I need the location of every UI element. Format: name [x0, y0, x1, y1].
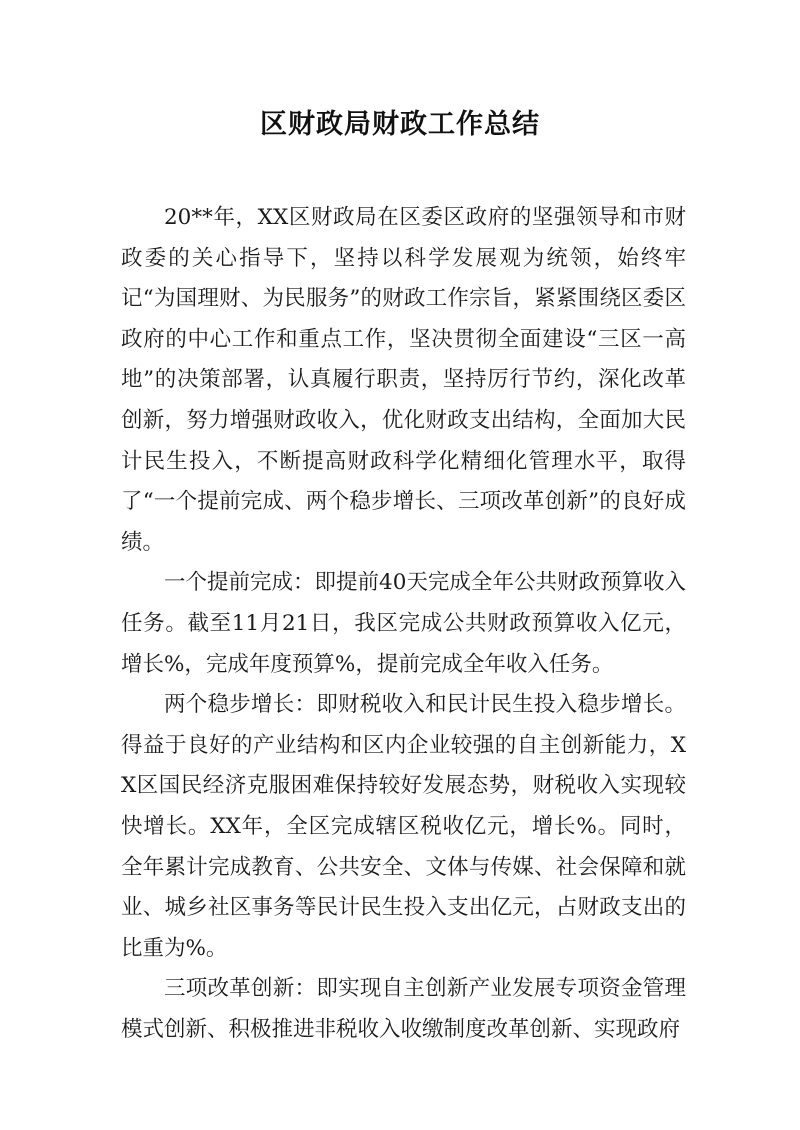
- paragraph-intro: 20**年，XX区财政局在区委区政府的坚强领导和市财政委的关心指导下，坚持以科学发展观为统领，始终牢记“为国理财、为民服务”的财政工作宗旨，紧紧围绕区委区政府的中心工作和重点工作，坚决贯彻全面建设“三区一高地”的决策部署，认真履行职责，坚持厉行节约，深化改革创新，努力增强财政收入，优化财政支出结构，全面加大民计民生投入，不断提高财政科学化精细化管理水平，取得了“一个提前完成、两个稳步增长、三项改革创新”的良好成绩。: [121, 205, 686, 555]
- paragraph-steady-growth: 两个稳步增长：即财税收入和民计民生投入稳步增长。得益于良好的产业结构和区内企业较强的自主创新能力，XX区国民经济克服困难保持较好发展态势，财税收入实现较快增长。XX年，全区完成辖区税收亿元，增长%。同时，全年累计完成教育、公共安全、文体与传媒、社会保障和就业、城乡社区事务等民计民生投入支出亿元，占财政支出的比重为%。: [121, 692, 686, 961]
- paragraph-early-completion: 一个提前完成：即提前40天完成全年公共财政预算收入任务。截至11月21日，我区完成公共财政预算收入亿元，增长%，完成年度预算%，提前完成全年收入任务。: [121, 570, 686, 677]
- document-body: [121, 198, 686, 1050]
- document-title: 区财政局财政工作总结: [260, 109, 540, 140]
- paragraph-reform-innovation: 三项改革创新：即实现自主创新产业发展专项资金管理模式创新、积极推进非税收入收缴制度改革创新、实现政府: [121, 976, 686, 1042]
